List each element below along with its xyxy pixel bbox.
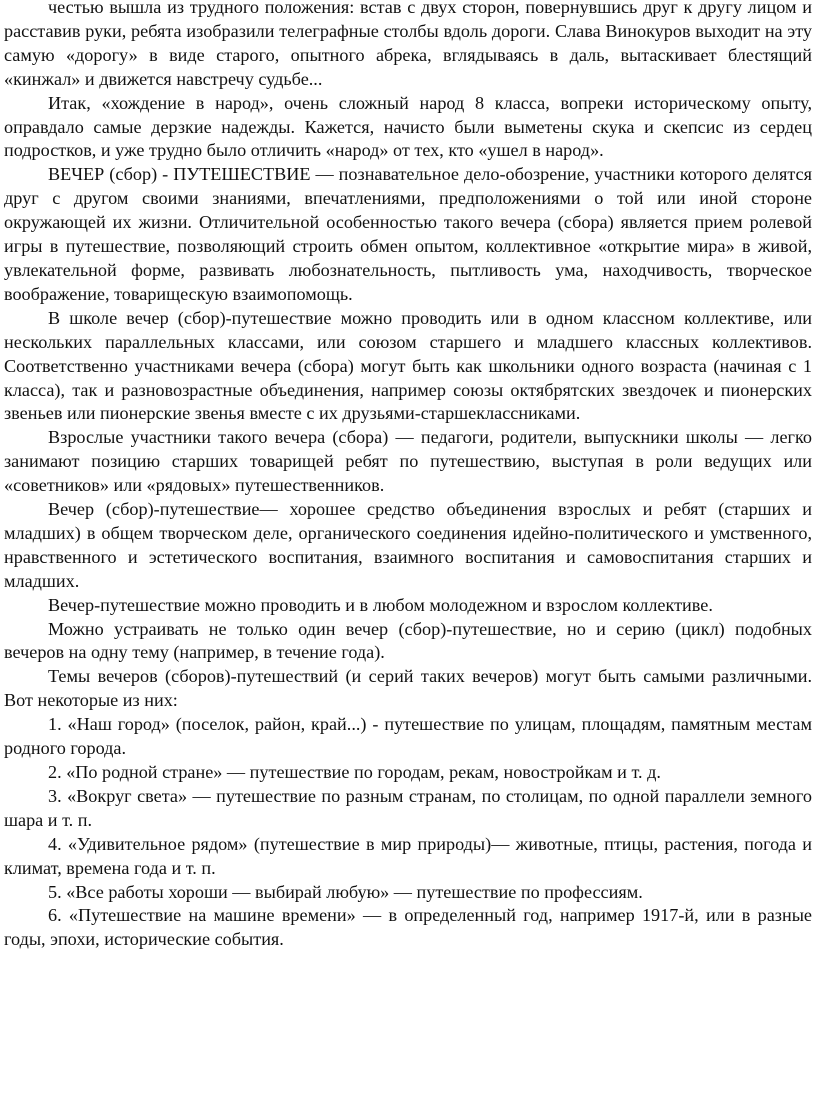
paragraph-1: честью вышла из трудного положения: встав с двух сторон, повернувшись друг к другу лицом и расставив руки, ребята изобразили телеграфные столбы вдоль дороги. Слава Винокуров выходит на эту самую «дорогу» в виде старого, опытного абрека, вглядываясь в даль, вытаскивает блестящий «кинжал» и движется навстречу судьбе... <box>4 0 812 89</box>
paragraph-4: В школе вечер (сбор)-путешествие можно проводить или в одном классном коллективе, или нескольких параллельных классами, или союзом старшего и младшего классных коллективов. Соответственно участниками вечера (сбора) могут быть как школьники одного возраста (начиная с 1 класса), так и разновозрастные объединения, например союзы октябрятских звездочек и пионерских звеньев или пионерские звенья вместе с их друзьями-старшеклассниками. <box>4 307 812 424</box>
paragraph-2: Итак, «хождение в народ», очень сложный народ 8 класса, вопреки историческому опыту, оправдало самые дерзкие надежды. Кажется, начисто были выметены скука и скепсис из сердец подростков, и уже трудно было отличить «народ» от тех, кто «ушел в народ». <box>4 92 812 161</box>
paragraph-5: Взрослые участники такого вечера (сбора) — педагоги, родители, выпускники школы — легко занимают позицию старших товарищей ребят по путешествию, выступая в роли ведущих или «советников» или «рядовых» путешественников. <box>4 427 812 496</box>
list-item-2: 2. «По родной стране» — путешествие по городам, рекам, новостройкам и т. д. <box>48 762 661 782</box>
paragraph-3: ВЕЧЕР (сбор) - ПУТЕШЕСТВИЕ — познавательное дело-обозрение, участники которого делятся друг с другом своими знаниями, впечатлениями, предположениями о той или иной стороне окружающей их жизни. Отличительной особенностью такого вечера (сбора) является прием ролевой игры в путешествие, позволяющий строить обмен опытом, коллективное «открытие мира» в живой, увлекательной форме, развивать любознательность, пытливость ума, находчивость, творческое воображение, товарищескую взаимопомощь. <box>4 164 812 304</box>
paragraph-8: Можно устраивать не только один вечер (сбор)-путешествие, но и серию (цикл) подобных вечеров на одну тему (например, в течение года). <box>4 618 812 663</box>
list-item-4: 4. «Удивительное рядом» (путешествие в мир природы)— животные, птицы, растения, погода и климат, времена года и т. п. <box>4 833 812 878</box>
list-item-1: 1. «Наш город» (поселок, район, край...) - путешествие по улицам, площадям, памятным местам родного города. <box>4 714 812 759</box>
paragraph-6: Вечер (сбор)-путешествие— хорошее средство объединения взрослых и ребят (старших и младших) в общем творческом деле, органического соединения идейно-политического и умственного, нравственного и эстетического воспитания, взаимного воспитания и самовоспитания старших и младших. <box>4 499 812 591</box>
list-item-6: 6. «Путешествие на машине времени» — в определенный год, например 1917-й, или в разные годы, эпохи, исторические события. <box>4 905 812 950</box>
paragraph-7: Вечер-путешествие можно проводить и в любом молодежном и взрослом коллективе. <box>48 594 713 615</box>
list-item-5: 5. «Все работы хороши — выбирай любую» — путешествие по профессиям. <box>48 881 643 902</box>
paragraph-9: Темы вечеров (сборов)-путешествий (и серий таких вечеров) могут быть самыми различными. Вот некоторые из них: <box>4 666 812 711</box>
list-item-3: 3. «Вокруг света» — путешествие по разным странам, по столицам, по одной параллели земного шара и т. п. <box>4 785 812 830</box>
